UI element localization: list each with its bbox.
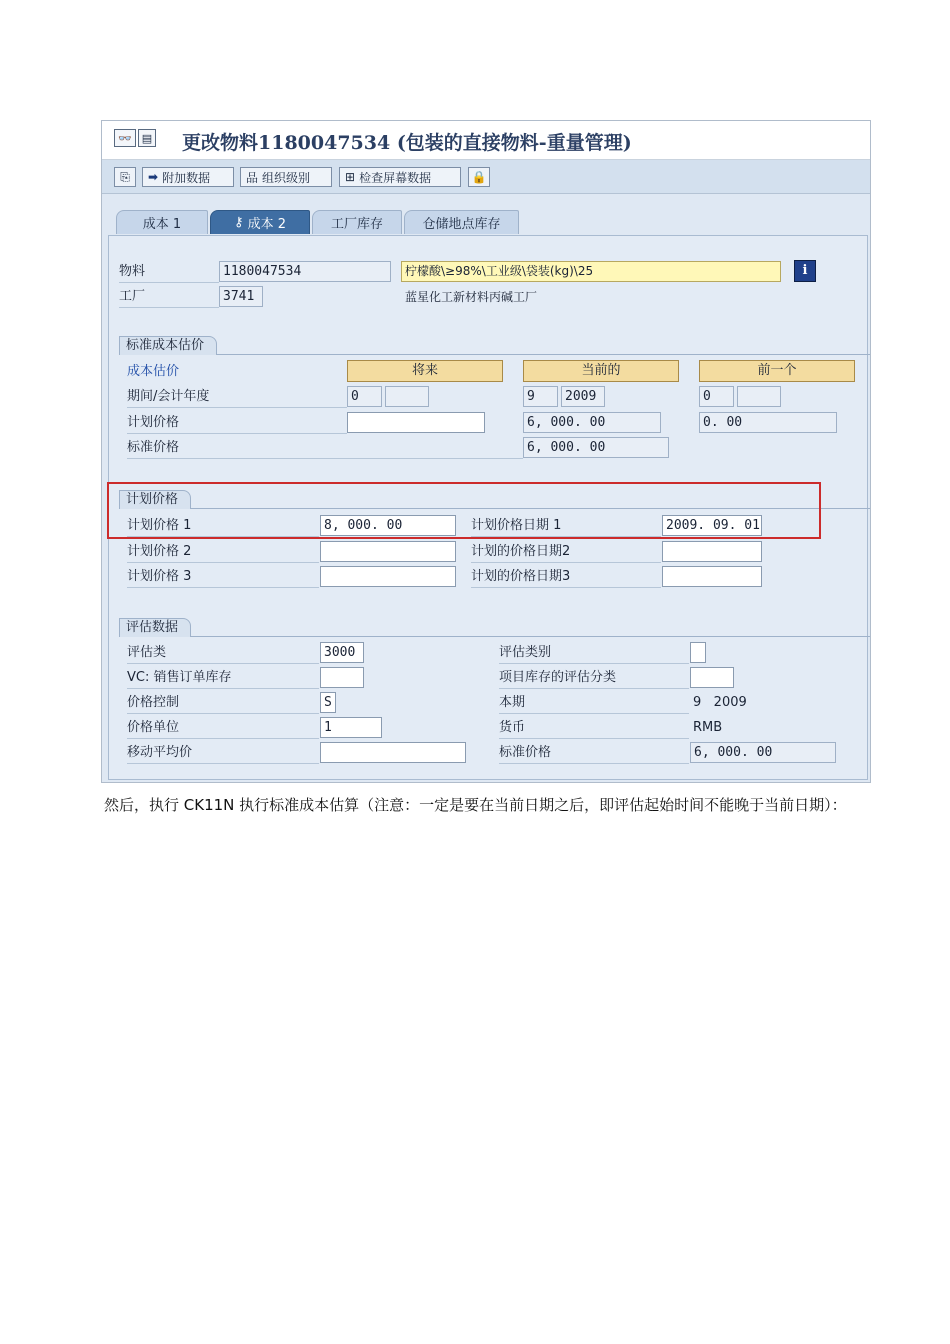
planned-price-3-label: 计划价格 3 — [127, 569, 192, 584]
divider — [127, 562, 319, 563]
planned-price-3-field[interactable] — [320, 566, 456, 587]
period-year-label: 期间/会计年度 — [127, 389, 210, 404]
valuation-group — [119, 636, 871, 637]
future-period-field: 0 — [347, 386, 382, 407]
divider — [127, 663, 319, 664]
material-field: 1180047534 — [219, 261, 391, 282]
divider — [499, 763, 689, 764]
divider — [127, 407, 347, 408]
planned-price-date-1-field[interactable]: 2009. 09. 01 — [662, 515, 762, 536]
previous-planned-price-field: 0. 00 — [699, 412, 837, 433]
moving-average-price-field[interactable] — [320, 742, 466, 763]
current-period-value: 9 2009 — [693, 695, 747, 710]
currency-value: RMB — [693, 720, 723, 735]
check-screen-data-button[interactable] — [339, 167, 461, 187]
application-toolbar — [102, 160, 870, 194]
additional-data-button[interactable] — [142, 167, 234, 187]
material-description-field: 柠檬酸\≥98%\工业级\袋装(kg)\25 — [401, 261, 781, 282]
divider — [499, 738, 689, 739]
planned-price-1-field[interactable]: 8, 000. 00 — [320, 515, 456, 536]
material-label: 物料 — [119, 264, 146, 279]
additional-data-label: 附加数据 — [162, 170, 211, 185]
price-control-field[interactable]: S — [320, 692, 336, 713]
previous-column-header: 前一个 — [699, 360, 855, 382]
planned-price-date-2-field[interactable] — [662, 541, 762, 562]
divider — [499, 663, 689, 664]
other-material-button[interactable] — [114, 167, 136, 187]
valuation-class-field[interactable]: 3000 — [320, 642, 364, 663]
future-year-field — [385, 386, 429, 407]
divider — [127, 713, 319, 714]
info-icon[interactable]: i — [794, 260, 816, 282]
plant-field: 3741 — [219, 286, 263, 307]
previous-year-field — [737, 386, 781, 407]
tab-strip — [102, 193, 870, 235]
sap-screenshot — [101, 120, 871, 783]
tab-plant-stock-label: 工厂库存 — [330, 217, 383, 232]
vc-sales-order-stock-label: VC: 销售订单库存 — [127, 670, 232, 685]
tab-cost-1-label: 成本 1 — [142, 217, 182, 232]
planned-price-1-label: 计划价格 1 — [127, 518, 192, 533]
current-column-header: 当前的 — [523, 360, 679, 382]
tab-cost-2[interactable] — [210, 210, 310, 234]
valuation-standard-price-label: 标准价格 — [499, 745, 552, 760]
divider — [471, 587, 661, 588]
current-planned-price-field: 6, 000. 00 — [523, 412, 661, 433]
cost-estimate-label: 成本估价 — [127, 364, 180, 379]
divider — [499, 713, 689, 714]
org-levels-label: 组织级别 — [262, 170, 311, 185]
valuation-group-title: 评估数据 — [119, 618, 191, 637]
divider — [127, 587, 319, 588]
title-bar — [102, 121, 870, 160]
divider — [127, 738, 319, 739]
std-cost-group — [119, 354, 871, 355]
current-period-field: 9 — [523, 386, 558, 407]
planned-price-2-label: 计划价格 2 — [127, 544, 192, 559]
divider — [127, 458, 523, 459]
tab-storage-location-stock-label: 仓储地点库存 — [422, 217, 501, 232]
caption-text: 然后，执行 CK11N 执行标准成本估算（注意：一定是要在当前日期之后，即评估起始时间不能晚于当前日期）： — [104, 796, 847, 814]
tab-plant-stock[interactable] — [312, 210, 402, 234]
divider — [471, 562, 661, 563]
plant-description: 蓝星化工新材料丙碱工厂 — [405, 290, 538, 304]
check-screen-data-label: 检查屏幕数据 — [359, 170, 432, 185]
copy-icon: ⎘ — [120, 169, 130, 184]
tab-cost-1[interactable] — [116, 210, 208, 234]
divider — [119, 282, 219, 283]
planned-price-2-field[interactable] — [320, 541, 456, 562]
price-control-label: 价格控制 — [127, 695, 180, 710]
moving-average-price-label: 移动平均价 — [127, 745, 193, 760]
divider — [127, 763, 319, 764]
tab-cost-2-label: 成本 2 — [247, 217, 286, 232]
future-column-header: 将来 — [347, 360, 503, 382]
planned-price-group-title: 计划价格 — [119, 490, 191, 509]
std-cost-group-title: 标准成本估价 — [119, 336, 217, 355]
org-levels-button[interactable] — [240, 167, 332, 187]
document-icon[interactable]: ▤ — [138, 129, 156, 147]
valuation-class-label: 评估类 — [127, 645, 167, 660]
planned-price-label: 计划价格 — [127, 415, 180, 430]
project-stock-valuation-label: 项目库存的评估分类 — [499, 670, 617, 685]
window-title: 更改物料1180047534 (包装的直接物料-重量管理) — [182, 132, 632, 154]
vc-sales-order-stock-field[interactable] — [320, 667, 364, 688]
lock-icon: 🔒 — [471, 170, 487, 184]
planned-price-date-3-label: 计划的价格日期3 — [471, 569, 571, 584]
divider — [499, 688, 689, 689]
planned-price-date-2-label: 计划的价格日期2 — [471, 544, 571, 559]
price-unit-field[interactable]: 1 — [320, 717, 382, 738]
divider — [127, 688, 319, 689]
valuation-category-field[interactable] — [690, 642, 706, 663]
print-button[interactable] — [468, 167, 490, 187]
highlight-box — [107, 482, 821, 539]
key-icon: ⚷ — [234, 215, 244, 230]
current-standard-price-field: 6, 000. 00 — [523, 437, 669, 458]
divider — [127, 433, 347, 434]
price-unit-label: 价格单位 — [127, 720, 180, 735]
planned-price-date-3-field[interactable] — [662, 566, 762, 587]
hierarchy-icon: ⊞ — [345, 170, 356, 184]
org-structure-icon: 品 — [246, 170, 259, 185]
project-stock-valuation-field[interactable] — [690, 667, 734, 688]
current-year-field: 2009 — [561, 386, 605, 407]
standard-price-label: 标准价格 — [127, 440, 180, 455]
plant-label: 工厂 — [119, 289, 146, 304]
glasses-icon[interactable]: 👓 — [114, 129, 136, 147]
valuation-standard-price-field: 6, 000. 00 — [690, 742, 836, 763]
previous-period-field: 0 — [699, 386, 734, 407]
arrow-right-icon: ➡ — [148, 170, 159, 184]
divider — [119, 307, 219, 308]
currency-label: 货币 — [499, 720, 526, 735]
future-planned-price-field[interactable] — [347, 412, 485, 433]
planned-price-date-1-label: 计划价格日期 1 — [471, 518, 562, 533]
valuation-category-label: 评估类别 — [499, 645, 552, 660]
current-period-label: 本期 — [499, 695, 526, 710]
tab-storage-location-stock[interactable] — [404, 210, 519, 234]
